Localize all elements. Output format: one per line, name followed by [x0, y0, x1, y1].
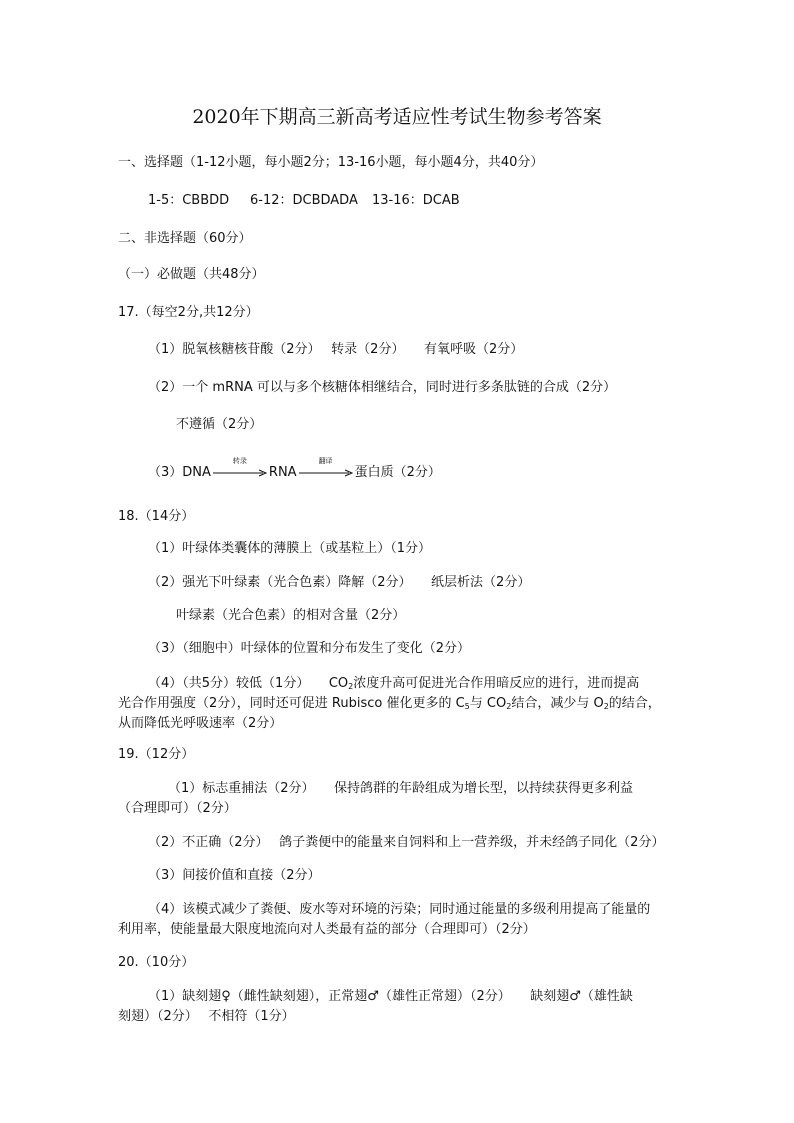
- transcription-label: 转录: [232, 457, 247, 465]
- q19-heading: 19.（12分）: [118, 747, 195, 762]
- transcription-arrow: [213, 457, 267, 482]
- q19-answer-2: （2）不正确（2分） 鸽子粪便中的能量来自饲料和上一营养级，并未经鸽子同化（2分）: [148, 835, 665, 850]
- q18-4-text-a: （4）（共5分）较低（1分） CO: [148, 676, 349, 691]
- q18-answer-3: （3）（细胞中）叶绿体的位置和分布发生了变化（2分）: [148, 641, 471, 656]
- q18-answer-2b: 叶绿素（光合色素）的相对含量（2分）: [176, 608, 406, 623]
- q18-answer-4-line1: [148, 674, 639, 693]
- q18-heading: 18.（14分）: [118, 509, 195, 524]
- answer-group-3: 13-16：DCAB: [372, 193, 460, 208]
- subscript: 5: [464, 702, 470, 711]
- q18-answer-2: （2）强光下叶绿素（光合色素）降解（2分） 纸层析法（2分）: [148, 575, 531, 590]
- q18-answer-4-line2: [118, 694, 661, 713]
- q18-4-text-b3: 结合，减少与 O: [511, 696, 604, 711]
- q19-answer-3: （3）间接价值和直接（2分）: [148, 868, 321, 883]
- translation-label: 翻译: [318, 457, 333, 465]
- section-heading-choice: 一、选择题（1-12小题，每小题2分；13-16小题，每小题4分，共40分）: [118, 155, 544, 170]
- q17-answer-3: [148, 457, 441, 482]
- right-arrow-icon: [213, 469, 267, 477]
- q18-answer-1: （1）叶绿体类囊体的薄膜上（或基粒上）（1分）: [148, 541, 432, 556]
- answer-group-1: 1-5：CBBDD: [148, 193, 230, 208]
- q20-answer-1-line1: （1）缺刻翅♀（雌性缺刻翅），正常翅♂（雄性正常翅）（2分） 缺刻翅♂（雄性缺: [148, 989, 633, 1004]
- q20-heading: 20.（10分）: [118, 955, 195, 970]
- q17-answer-2b: 不遵循（2分）: [176, 417, 263, 432]
- subscript: 2: [506, 702, 512, 711]
- q20-answer-1-line2: 刻翅）（2分） 不相符（1分）: [118, 1009, 295, 1024]
- q18-4-text-a2: 浓度升高可促进光合作用暗反应的进行，进而提高: [353, 676, 640, 691]
- page-title: 2020年下期高三新高考适应性考试生物参考答案: [192, 106, 602, 128]
- q18-answer-4-line3: 从而降低光呼吸速率（2分）: [118, 716, 283, 731]
- q17-heading: 17.（每空2分,共12分）: [118, 305, 259, 320]
- q17-dna-label: （3）DNA: [148, 465, 211, 480]
- q17-answer-2: （2）一个 mRNA 可以与多个核糖体相继结合，同时进行多条肽链的合成（2分）: [148, 380, 617, 395]
- subsection-required: （一）必做题（共48分）: [118, 267, 265, 282]
- q17-answer-1: （1）脱氧核糖核苷酸（2分） 转录（2分） 有氧呼吸（2分）: [148, 342, 524, 357]
- q17-rna-label: RNA: [268, 465, 297, 480]
- q18-4-text-b2: 与 CO: [469, 696, 507, 711]
- q18-4-text-b: 光合作用强度（2分），同时还可促进 Rubisco 催化更多的 C: [118, 696, 465, 711]
- q19-answer-4-line2: 利用率，使能量最大限度地流向对人类最有益的部分（合理即可）（2分）: [118, 922, 536, 937]
- translation-arrow: [299, 457, 353, 482]
- q19-answer-1-line1: （1）标志重捕法（2分） 保持鸽群的年龄组成为增长型，以持续获得更多利益: [168, 781, 634, 796]
- right-arrow-icon: [299, 469, 353, 477]
- q19-answer-4-line1: （4）该模式减少了粪便、废水等对环境的污染；同时通过能量的多级利用提高了能量的: [148, 902, 651, 917]
- answer-group-2: 6-12：DCBDADA: [250, 193, 358, 208]
- section-heading-nonchoice: 二、非选择题（60分）: [118, 231, 252, 246]
- q17-protein-label: 蛋白质（2分）: [354, 465, 441, 480]
- subscript: 2: [603, 702, 609, 711]
- subscript: 2: [348, 682, 354, 691]
- q18-4-text-b4: 的结合，: [608, 696, 661, 711]
- q19-answer-1-line2: （合理即可）（2分）: [118, 801, 237, 816]
